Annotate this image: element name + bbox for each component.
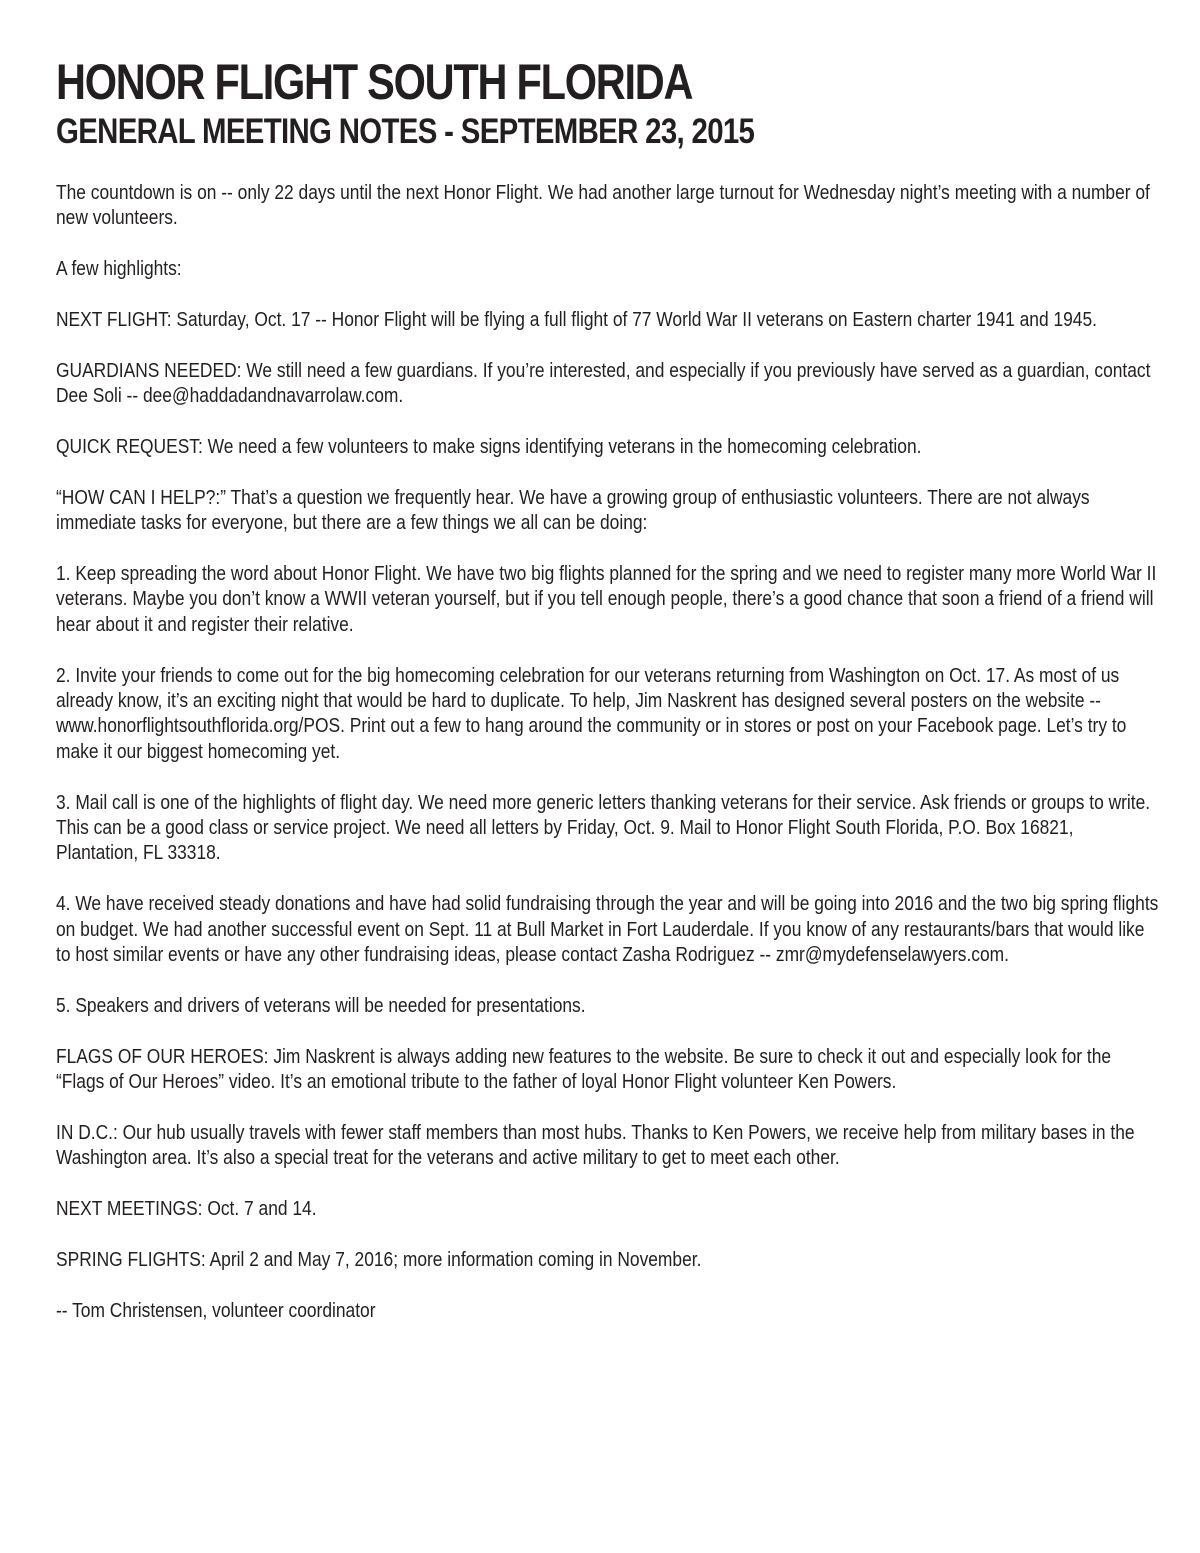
paragraph-in-dc: IN D.C.: Our hub usually travels with fewer staff members than most hubs. Thanks to Ken Powers, we receive help from military bases in the Washington area. It’s also a special treat for the veterans and active military to get to meet each other.: [56, 1120, 1135, 1170]
paragraph-next-meetings: NEXT MEETINGS: Oct. 7 and 14.: [56, 1197, 317, 1221]
paragraph-highlights-heading: A few highlights:: [56, 257, 182, 281]
paragraph-item-5: 5. Speakers and drivers of veterans will be needed for presentations.: [56, 993, 586, 1017]
paragraph-spring-flights: SPRING FLIGHTS: April 2 and May 7, 2016; more information coming in November.: [56, 1247, 702, 1271]
paragraph-guardians-needed: GUARDIANS NEEDED: We still need a few guardians. If you’re interested, and especially if you previously have served as a guardian, contact Dee Soli -- dee@haddadandnavarrolaw.com.: [56, 358, 1151, 408]
paragraph-item-3: 3. Mail call is one of the highlights of flight day. We need more generic letters thanking veterans for their service. Ask friends or groups to write. This can be a good class or service project. We need all letters by Friday, Oct. 9. Mail to Honor Flight South Florida, P.O. Box 16821, Plantation, FL 33318.: [56, 790, 1151, 865]
document-page: [56, 54, 1160, 1348]
paragraph-flags-of-our-heroes: FLAGS OF OUR HEROES: Jim Naskrent is always adding new features to the website. Be sure to check it out and especially look for the “Flags of Our Heroes” video. It’s an emotional tribute to the father of loyal Honor Flight volunteer Ken Powers.: [56, 1044, 1112, 1094]
document-subtitle: GENERAL MEETING NOTES - SEPTEMBER 23, 2015: [56, 112, 755, 151]
document-title: HONOR FLIGHT SOUTH FLORIDA: [56, 54, 693, 110]
paragraph-item-1: 1. Keep spreading the word about Honor Flight. We have two big flights planned for the spring and we need to register many more World War II veterans. Maybe you don’t know a WWII veteran yourself, but if you tell enough people, there’s a good chance that soon a friend of a friend will hear about it and register their relative.: [56, 562, 1157, 636]
paragraph-item-4: 4. We have received steady donations and have had solid fundraising through the year and will be going into 2016 and the two big spring flights on budget. We had another successful event on Sept. 11 at Bull Market in Fort Lauderdale. If you know of any restaurants/bars that would like to host similar events or have any other fundraising ideas, please contact Zasha Rodriguez -- zmr@mydefenselawyers.com.: [56, 892, 1159, 967]
paragraph-quick-request: QUICK REQUEST: We need a few volunteers to make signs identifying veterans in the homecoming celebration.: [56, 435, 922, 458]
paragraph-item-2: 2. Invite your friends to come out for the big homecoming celebration for our veterans returning from Washington on Oct. 17. As most of us already know, it’s an exciting night that would be hard to duplicate. To help, Jim Naskrent has designed several posters on the website -- www.honorflightsouthflorida.org/POS. Print out a few to hang around the community or in stores or post on your Facebook page. Let’s try to make it our biggest homecoming yet.: [56, 663, 1127, 763]
paragraph-intro: The countdown is on -- only 22 days until the next Honor Flight. We had another large turnout for Wednesday night’s meeting with a number of new volunteers.: [56, 181, 1150, 230]
paragraph-next-flight: NEXT FLIGHT: Saturday, Oct. 17 -- Honor Flight will be flying a full flight of 77 World War II veterans on Eastern charter 1941 and 1945.: [56, 308, 1097, 331]
paragraph-how-can-i-help: “HOW CAN I HELP?:” That’s a question we frequently hear. We have a growing group of enthusiastic volunteers. There are not always immediate tasks for everyone, but there are a few things we all can be doing:: [56, 485, 1090, 535]
paragraph-signature: -- Tom Christensen, volunteer coordinator: [56, 1298, 376, 1322]
document-body: [56, 180, 1158, 1323]
